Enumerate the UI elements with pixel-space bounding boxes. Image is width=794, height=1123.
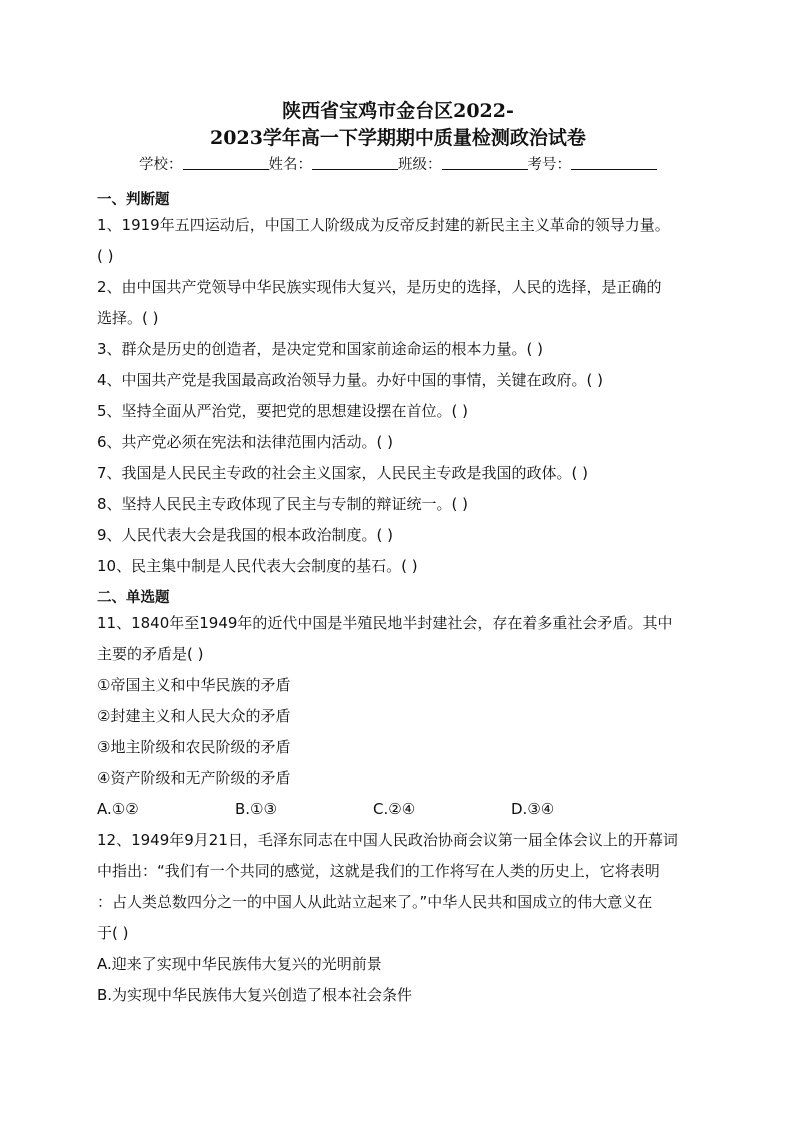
exam-number-field: 考号： [528,154,658,176]
question-line: 4、中国共产党是我国最高政治领导力量。办好中国的事情，关键在政府。( ) [97,371,604,389]
question-line: 2、由中国共产党领导中华民族实现伟大复兴，是历史的选择，人民的选择，是正确的 [97,278,662,296]
student-info-row [97,154,699,176]
question-line: 9、人民代表大会是我国的根本政治制度。( ) [97,526,394,544]
section-heading-single-choice: 二、单选题 [97,590,170,606]
question-line: 5、坚持全面从严治党，要把党的思想建设摆在首位。( ) [97,402,469,420]
option-b: B.为实现中华民族伟大复兴创造了根本社会条件 [97,986,413,1004]
question-line: 于( ) [97,924,129,942]
question-line: 6、共产党必须在宪法和法律范围内活动。( ) [97,433,394,451]
question-line: 8、坚持人民民主专政体现了民主与专制的辩证统一。( ) [97,495,469,513]
school-field: 学校： [139,154,269,176]
page-title [97,98,699,152]
question-12 [97,825,699,1011]
choice-a: A.①② [97,800,139,818]
question-line: 主要的矛盾是( ) [97,645,204,663]
question-line: 选择。( ) [97,309,159,327]
statement-item: ③地主阶级和农民阶级的矛盾 [97,738,291,756]
title-line-2: 2023学年高一下学期期中质量检测政治试卷 [210,127,586,149]
title-line-1: 陕西省宝鸡市金台区2022- [282,100,514,122]
answer-choices [97,794,699,825]
question-line: 中指出：“我们有一个共同的感觉，这就是我们的工作将写在人类的历史上，它将表明 [97,862,660,880]
name-field: 姓名： [269,154,399,176]
statement-item: ④资产阶级和无产阶级的矛盾 [97,769,291,787]
question-11 [97,608,699,825]
question-line: 11、1840年至1949年的近代中国是半殖民地半封建社会，存在着多重社会矛盾。其中 [97,614,673,632]
choice-b: B.①③ [235,800,277,818]
class-blank [442,155,528,170]
question-line: 7、我国是人民民主专政的社会主义国家，人民民主专政是我国的政体。( ) [97,464,589,482]
exam-number-blank [571,155,657,170]
statement-item: ②封建主义和人民大众的矛盾 [97,707,291,725]
question-line: ( ) [97,247,114,265]
choice-c: C.②④ [373,800,416,818]
class-field: 班级： [398,154,528,176]
name-blank [312,155,398,170]
school-blank [183,155,269,170]
option-a: A.迎来了实现中华民族伟大复兴的光明前景 [97,955,382,973]
statement-item: ①帝国主义和中华民族的矛盾 [97,676,291,694]
judge-questions [97,210,699,582]
section-heading-judge: 一、判断题 [97,192,170,208]
question-line: 1、1919年五四运动后，中国工人阶级成为反帝反封建的新民主主义革命的领导力量。 [97,216,670,234]
question-line: 12、1949年9月21日，毛泽东同志在中国人民政治协商会议第一届全体会议上的开幕词 [97,831,678,849]
question-line: 10、民主集中制是人民代表大会制度的基石。( ) [97,557,418,575]
question-line: 3、群众是历史的创造者，是决定党和国家前途命运的根本力量。( ) [97,340,544,358]
question-line: ：占人类总数四分之一的中国人从此站立起来了。”中华人民共和国成立的伟大意义在 [97,893,653,911]
choice-d: D.③④ [511,800,555,818]
